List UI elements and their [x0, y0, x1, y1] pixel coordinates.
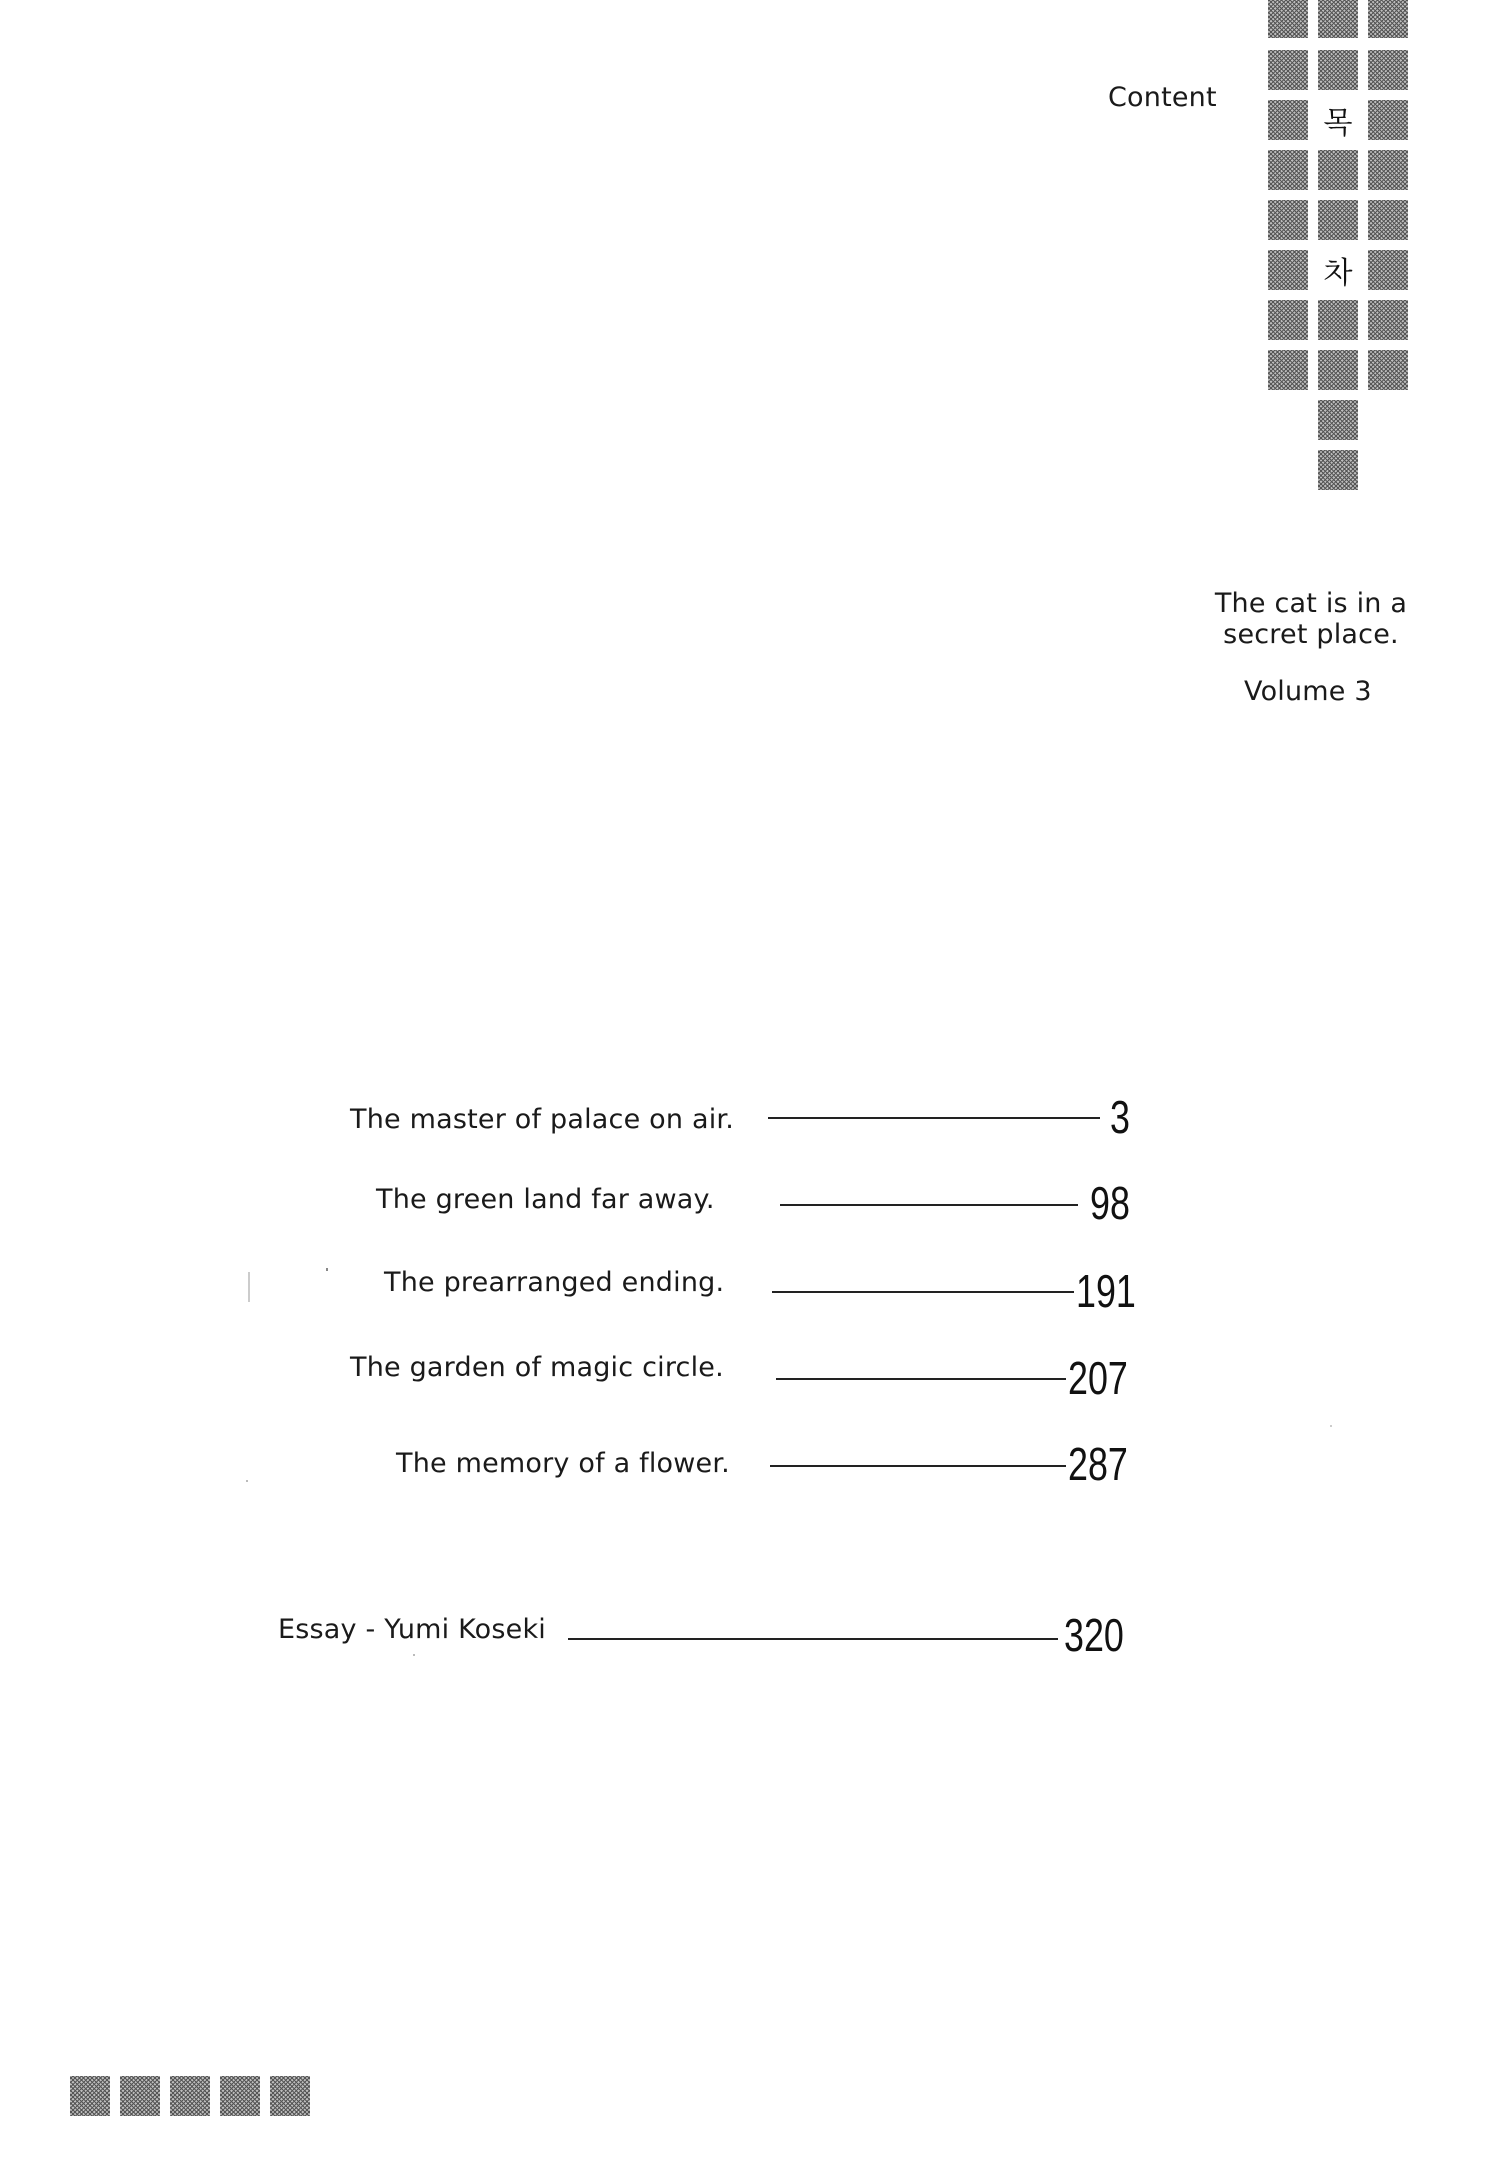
decor-tile — [1318, 450, 1358, 490]
decor-tile — [1318, 200, 1358, 240]
toc-page-number: 287 — [1068, 1438, 1128, 1490]
scan-speck — [326, 1268, 328, 1271]
decor-tile — [270, 2076, 310, 2116]
toc-page-number: 191 — [1076, 1265, 1136, 1317]
toc-entry-title: The garden of magic circle. — [350, 1352, 724, 1383]
scan-speck — [413, 1654, 415, 1656]
toc-leader-line — [568, 1638, 1058, 1640]
scan-speck — [246, 1480, 248, 1482]
decor-tile — [1368, 150, 1408, 190]
decor-tile — [1268, 50, 1308, 90]
decor-tile — [1368, 100, 1408, 140]
decor-tile — [1368, 200, 1408, 240]
decor-tile — [1268, 350, 1308, 390]
decor-tile — [120, 2076, 160, 2116]
toc-leader-line — [770, 1465, 1066, 1467]
toc-page-number: 207 — [1068, 1352, 1128, 1404]
toc-entry-title: The prearranged ending. — [384, 1267, 725, 1298]
decor-tile — [1268, 0, 1308, 38]
decor-tile — [1318, 400, 1358, 440]
toc-entry-title: The master of palace on air. — [350, 1104, 735, 1135]
toc-leader-line — [776, 1378, 1066, 1380]
decor-tile — [1368, 350, 1408, 390]
decor-tile — [1368, 250, 1408, 290]
toc-leader-line — [768, 1117, 1100, 1119]
toc-page-number: 320 — [1064, 1609, 1124, 1661]
decor-tile — [1368, 50, 1408, 90]
decor-tile — [170, 2076, 210, 2116]
decor-tile — [1318, 350, 1358, 390]
korean-char-mok: 목 — [1323, 106, 1353, 141]
toc-page-number: 3 — [1110, 1091, 1130, 1143]
decor-tile — [1268, 300, 1308, 340]
decor-tile — [1318, 150, 1358, 190]
decor-tile — [1268, 100, 1308, 140]
toc-entry-title: The memory of a flower. — [396, 1448, 730, 1479]
content-label: Content — [1108, 82, 1217, 113]
volume-label: Volume 3 — [1244, 676, 1372, 707]
toc-leader-line — [780, 1204, 1078, 1206]
toc-page-number: 98 — [1090, 1177, 1130, 1229]
series-title: The cat is in a secret place. — [1214, 588, 1408, 650]
korean-char-cha: 차 — [1323, 256, 1353, 291]
toc-leader-line — [772, 1291, 1074, 1293]
decor-tile — [1318, 300, 1358, 340]
scan-speck — [1330, 1425, 1332, 1427]
decor-tile — [1368, 0, 1408, 38]
decor-tile — [1268, 150, 1308, 190]
toc-essay-title: Essay - Yumi Koseki — [278, 1614, 547, 1645]
decor-tile — [1318, 0, 1358, 38]
decor-tile — [1268, 200, 1308, 240]
decor-tile — [1368, 300, 1408, 340]
toc-entry-title: The green land far away. — [376, 1184, 715, 1215]
scan-speck — [248, 1272, 250, 1302]
decor-tile — [1268, 250, 1308, 290]
decor-tile — [70, 2076, 110, 2116]
decor-tile — [1318, 50, 1358, 90]
decor-tile — [220, 2076, 260, 2116]
